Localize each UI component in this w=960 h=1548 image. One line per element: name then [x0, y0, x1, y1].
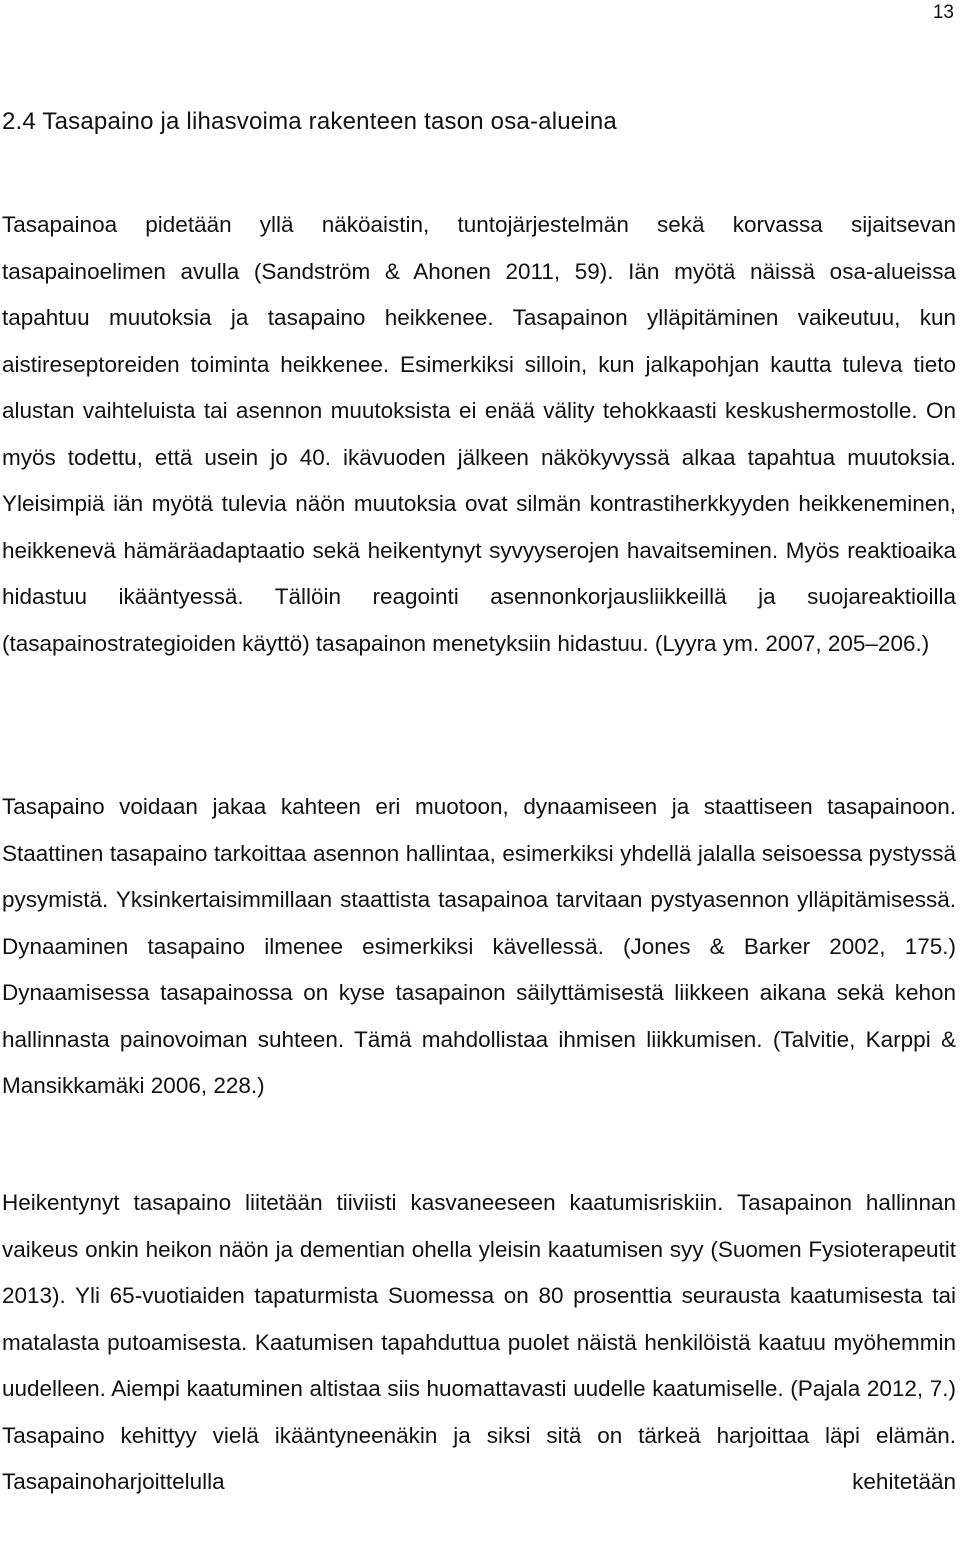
- page-number: 13: [932, 2, 954, 23]
- paragraph-balance-senses: Tasapainoa pidetään yllä näköaistin, tuntojärjestelmän sekä korvassa sijaitsevan tasapainoelimen avulla (Sandström & Ahonen 2011, 59). Iän myötä näissä osa-alueissa tapahtuu muutoksia ja tasapaino heikkenee. Tasapainon ylläpitäminen vaikeutuu, kun aistireseptoreiden toiminta heikkenee. Esimerkiksi silloin, kun jalkapohjan kautta tuleva tieto alustan vaihteluista tai asennon muutoksista ei enää välity tehokkaasti keskushermostolle. On myös todettu, että usein jo 40. ikävuoden jälkeen näkökyvyssä alkaa tapahtua muutoksia. Yleisimpiä iän myötä tulevia näön muutoksia ovat silmän kontrastiherkkyyden heikkeneminen, heikkenevä hämäräadaptaatio sekä heikentynyt syvyyserojen havaitseminen. Myös reaktioaika hidastuu ikääntyessä. Tällöin reagointi asennonkorjausliikkeillä ja suojareaktioilla (tasapainostrategioiden käyttö) tasapainon menetyksiin hidastuu. (Lyyra ym. 2007, 205–206.): [2, 212, 956, 656]
- section-heading: 2.4 Tasapaino ja lihasvoima rakenteen tason osa-alueina: [2, 108, 617, 135]
- paragraph-balance-types: Tasapaino voidaan jakaa kahteen eri muotoon, dynaamiseen ja staattiseen tasapainoon. Staattinen tasapaino tarkoittaa asennon hallintaa, esimerkiksi yhdellä jalalla seisoessa pystyssä pysymistä. Yksinkertaisimmillaan staattista tasapainoa tarvitaan pystyasennon ylläpitämisessä. Dynaaminen tasapaino ilmenee esimerkiksi kävellessä. (Jones & Barker 2002, 175.) Dynaamisessa tasapainossa on kyse tasapainon säilyttämisestä liikkeen aikana sekä kehon hallinnasta painovoiman suhteen. Tämä mahdollistaa ihmisen liikkumisen. (Talvitie, Karppi & Mansikkamäki 2006, 228.): [2, 794, 956, 1098]
- paragraph-fall-risk: Heikentynyt tasapaino liitetään tiiviisti kasvaneeseen kaatumisriskiin. Tasapainon hallinnan vaikeus onkin heikon näön ja dementian ohella yleisin kaatumisen syy (Suomen Fysioterapeutit 2013). Yli 65-vuotiaiden tapaturmista Suomessa on 80 prosenttia seurausta kaatumisesta tai matalasta putoamisesta. Kaatumisen tapahduttua puolet näistä henkilöistä kaatuu myöhemmin uudelleen. Aiempi kaatuminen altistaa siis huomattavasti uudelle kaatumiselle. (Pajala 2012, 7.) Tasapaino kehittyy vielä ikääntyneenäkin ja siksi sitä on tärkeä harjoittaa läpi elämän. Tasapainoharjoittelulla kehitetään: [2, 1190, 956, 1494]
